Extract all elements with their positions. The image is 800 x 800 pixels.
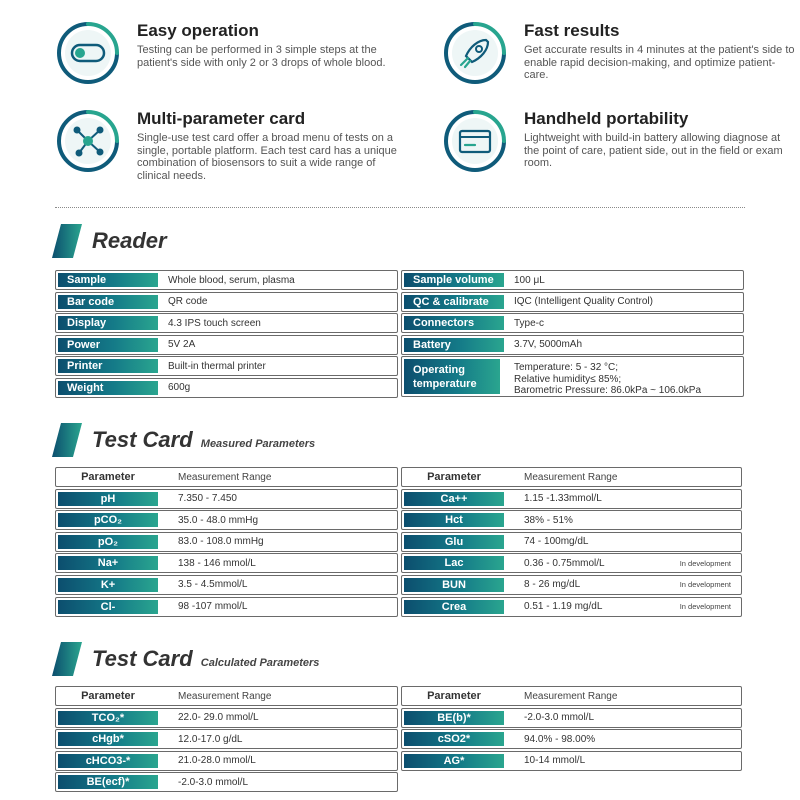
development-note: In development (679, 602, 731, 612)
spec-row (55, 313, 398, 333)
feature-handheld-portability (442, 108, 800, 188)
section-subtitle: Measured Parameters (200, 438, 316, 450)
measured-params-left (55, 467, 398, 618)
spec-value: 600g (168, 382, 191, 394)
table-row (401, 708, 742, 728)
param-label: cHCO3-* (58, 754, 158, 768)
param-label: Lac (404, 556, 504, 570)
param-range: 74 - 100mg/dL (524, 536, 589, 548)
spec-value: 4.3 IPS touch screen (168, 317, 261, 329)
molecule-network-icon (55, 108, 121, 174)
spec-value: 100 μL (514, 274, 545, 286)
spec-value: QR code (168, 296, 208, 308)
param-range: -2.0-3.0 mmol/L (524, 712, 595, 724)
feature-fast-results (442, 20, 800, 100)
table-row (55, 772, 398, 792)
param-label: pH (58, 492, 158, 506)
spec-label: Operating temperature (404, 359, 500, 394)
section-badge-icon (52, 642, 82, 676)
development-note: In development (679, 580, 731, 590)
param-label: BE(ecf)* (58, 775, 158, 789)
spec-value: 3.7V, 5000mAh (514, 339, 583, 351)
param-label: K+ (58, 578, 158, 592)
param-range: -2.0-3.0 mmol/L (178, 776, 249, 788)
spec-label: Battery (404, 338, 504, 352)
feature-title: Fast results (524, 21, 620, 40)
spec-label: Sample (58, 273, 158, 287)
section-badge-icon (52, 224, 82, 258)
section-badge-icon (52, 423, 82, 457)
param-range: 22.0- 29.0 mmol/L (178, 712, 259, 724)
spec-value: 5V 2A (168, 339, 196, 351)
table-row (55, 489, 398, 509)
table-header (401, 467, 742, 487)
param-label: Ca++ (404, 492, 504, 506)
param-label: pCO₂ (58, 513, 158, 527)
param-label: pO₂ (58, 535, 158, 549)
param-range: 38% - 51% (524, 514, 573, 526)
param-range: 83.0 - 108.0 mmHg (178, 536, 264, 548)
param-label: cHgb* (58, 732, 158, 746)
table-row (401, 489, 742, 509)
spec-value: Built-in thermal printer (168, 360, 266, 372)
spec-value: IQC (Intelligent Quality Control) (514, 296, 653, 308)
spec-row (401, 270, 744, 290)
param-range: 0.36 - 0.75mmol/L (524, 557, 605, 569)
table-header (55, 467, 398, 487)
header-range: Measurement Range (178, 471, 272, 483)
spec-label: Power (58, 338, 158, 352)
table-row (55, 510, 398, 530)
spec-value: Type-c (514, 317, 545, 329)
toggle-switch-icon (55, 20, 121, 86)
table-row (401, 575, 742, 595)
measured-params-right (401, 467, 742, 618)
calculated-params-left (55, 686, 398, 794)
spec-row (401, 335, 744, 355)
param-range: 1.15 -1.33mmol/L (524, 493, 602, 505)
table-row (401, 532, 742, 552)
spec-row (55, 292, 398, 312)
header-parameter: Parameter (81, 471, 135, 483)
header-range: Measurement Range (524, 690, 618, 702)
header-parameter: Parameter (427, 690, 481, 702)
param-label: BUN (404, 578, 504, 592)
table-row (55, 597, 398, 617)
param-range: 98 -107 mmol/L (178, 601, 248, 613)
table-row (401, 751, 742, 771)
spec-row-operating-temperature (401, 356, 744, 397)
table-row (401, 553, 742, 573)
section-title: Reader (92, 228, 167, 253)
param-range: 138 - 146 mmol/L (178, 557, 256, 569)
param-range: 94.0% - 98.00% (524, 733, 596, 745)
param-label: Na+ (58, 556, 158, 570)
spec-label: QC & calibrate (404, 295, 504, 309)
dotted-divider (55, 207, 745, 208)
table-header (55, 686, 398, 706)
spec-row (55, 356, 398, 376)
spec-label: Weight (58, 381, 158, 395)
param-range: 10-14 mmol/L (524, 755, 586, 767)
reader-specs-left (55, 270, 398, 400)
calculated-params-right (401, 686, 742, 772)
table-row (401, 510, 742, 530)
spec-row (55, 270, 398, 290)
table-row (55, 708, 398, 728)
section-title: Test Card Calculated Parameters (92, 646, 320, 671)
spec-row (55, 335, 398, 355)
table-header (401, 686, 742, 706)
param-label: BE(b)* (404, 711, 504, 725)
spec-label: Sample volume (404, 273, 504, 287)
pressure-range: Barometric Pressure: 86.0kPa ~ 106.0kPa (514, 384, 702, 396)
header-parameter: Parameter (427, 471, 481, 483)
spec-row (401, 292, 744, 312)
card-wallet-icon (442, 108, 508, 174)
feature-title: Multi-parameter card (137, 109, 306, 128)
feature-multi-parameter-card (55, 108, 415, 188)
temperature-range: Temperature: 5 - 32 °C; (514, 362, 619, 374)
param-range: 35.0 - 48.0 mmHg (178, 514, 259, 526)
feature-description: Testing can be performed in 3 simple steps at the patient's side with only 2 or 3 drops of whole blood. (137, 44, 386, 69)
header-range: Measurement Range (178, 690, 272, 702)
table-row (55, 729, 398, 749)
spec-label: Connectors (404, 316, 504, 330)
param-label: TCO₂* (58, 711, 158, 725)
humidity-range: Relative humidity≤ 85%; (514, 373, 622, 385)
feature-description: Single-use test card offer a broad menu of tests on a single, portable platform. Each test card has a unique combination of biosensors to suit a wide range of clinical needs. (137, 132, 397, 182)
param-label: AG* (404, 754, 504, 768)
development-note: In development (679, 558, 731, 568)
table-row (401, 729, 742, 749)
param-range: 3.5 - 4.5mmol/L (178, 579, 248, 591)
feature-title: Handheld portability (524, 109, 689, 128)
table-row (55, 532, 398, 552)
param-range: 21.0-28.0 mmol/L (178, 755, 256, 767)
table-row (55, 751, 398, 771)
param-label: Crea (404, 600, 504, 614)
feature-description: Lightweight with build-in battery allowing diagnose at the point of care, patient side, out in the field or exam room. (524, 132, 783, 169)
table-row (55, 575, 398, 595)
reader-specs-right (401, 270, 744, 399)
spec-row (55, 378, 398, 398)
spec-label: Display (58, 316, 158, 330)
param-range: 12.0-17.0 g/dL (178, 733, 243, 745)
param-label: cSO2* (404, 732, 504, 746)
table-row (401, 597, 742, 617)
spec-value (514, 357, 737, 396)
section-title: Test Card Measured Parameters (92, 427, 316, 452)
table-row (55, 553, 398, 573)
param-label: Hct (404, 513, 504, 527)
param-range: 0.51 - 1.19 mg/dL (524, 601, 603, 613)
header-parameter: Parameter (81, 690, 135, 702)
spec-label: Bar code (58, 295, 158, 309)
param-label: Cl- (58, 600, 158, 614)
rocket-icon (442, 20, 508, 86)
section-subtitle: Calculated Parameters (200, 657, 320, 669)
param-range: 8 - 26 mg/dL (524, 579, 581, 591)
param-range: 7.350 - 7.450 (178, 493, 237, 505)
feature-easy-operation (55, 20, 415, 100)
param-label: Glu (404, 535, 504, 549)
spec-row (401, 313, 744, 333)
feature-title: Easy operation (137, 21, 259, 40)
header-range: Measurement Range (524, 471, 618, 483)
spec-label: Printer (58, 359, 158, 373)
spec-value: Whole blood, serum, plasma (168, 274, 295, 286)
feature-description: Get accurate results in 4 minutes at the patient's side to enable rapid decision-making, and optimize patient-care. (524, 44, 795, 81)
